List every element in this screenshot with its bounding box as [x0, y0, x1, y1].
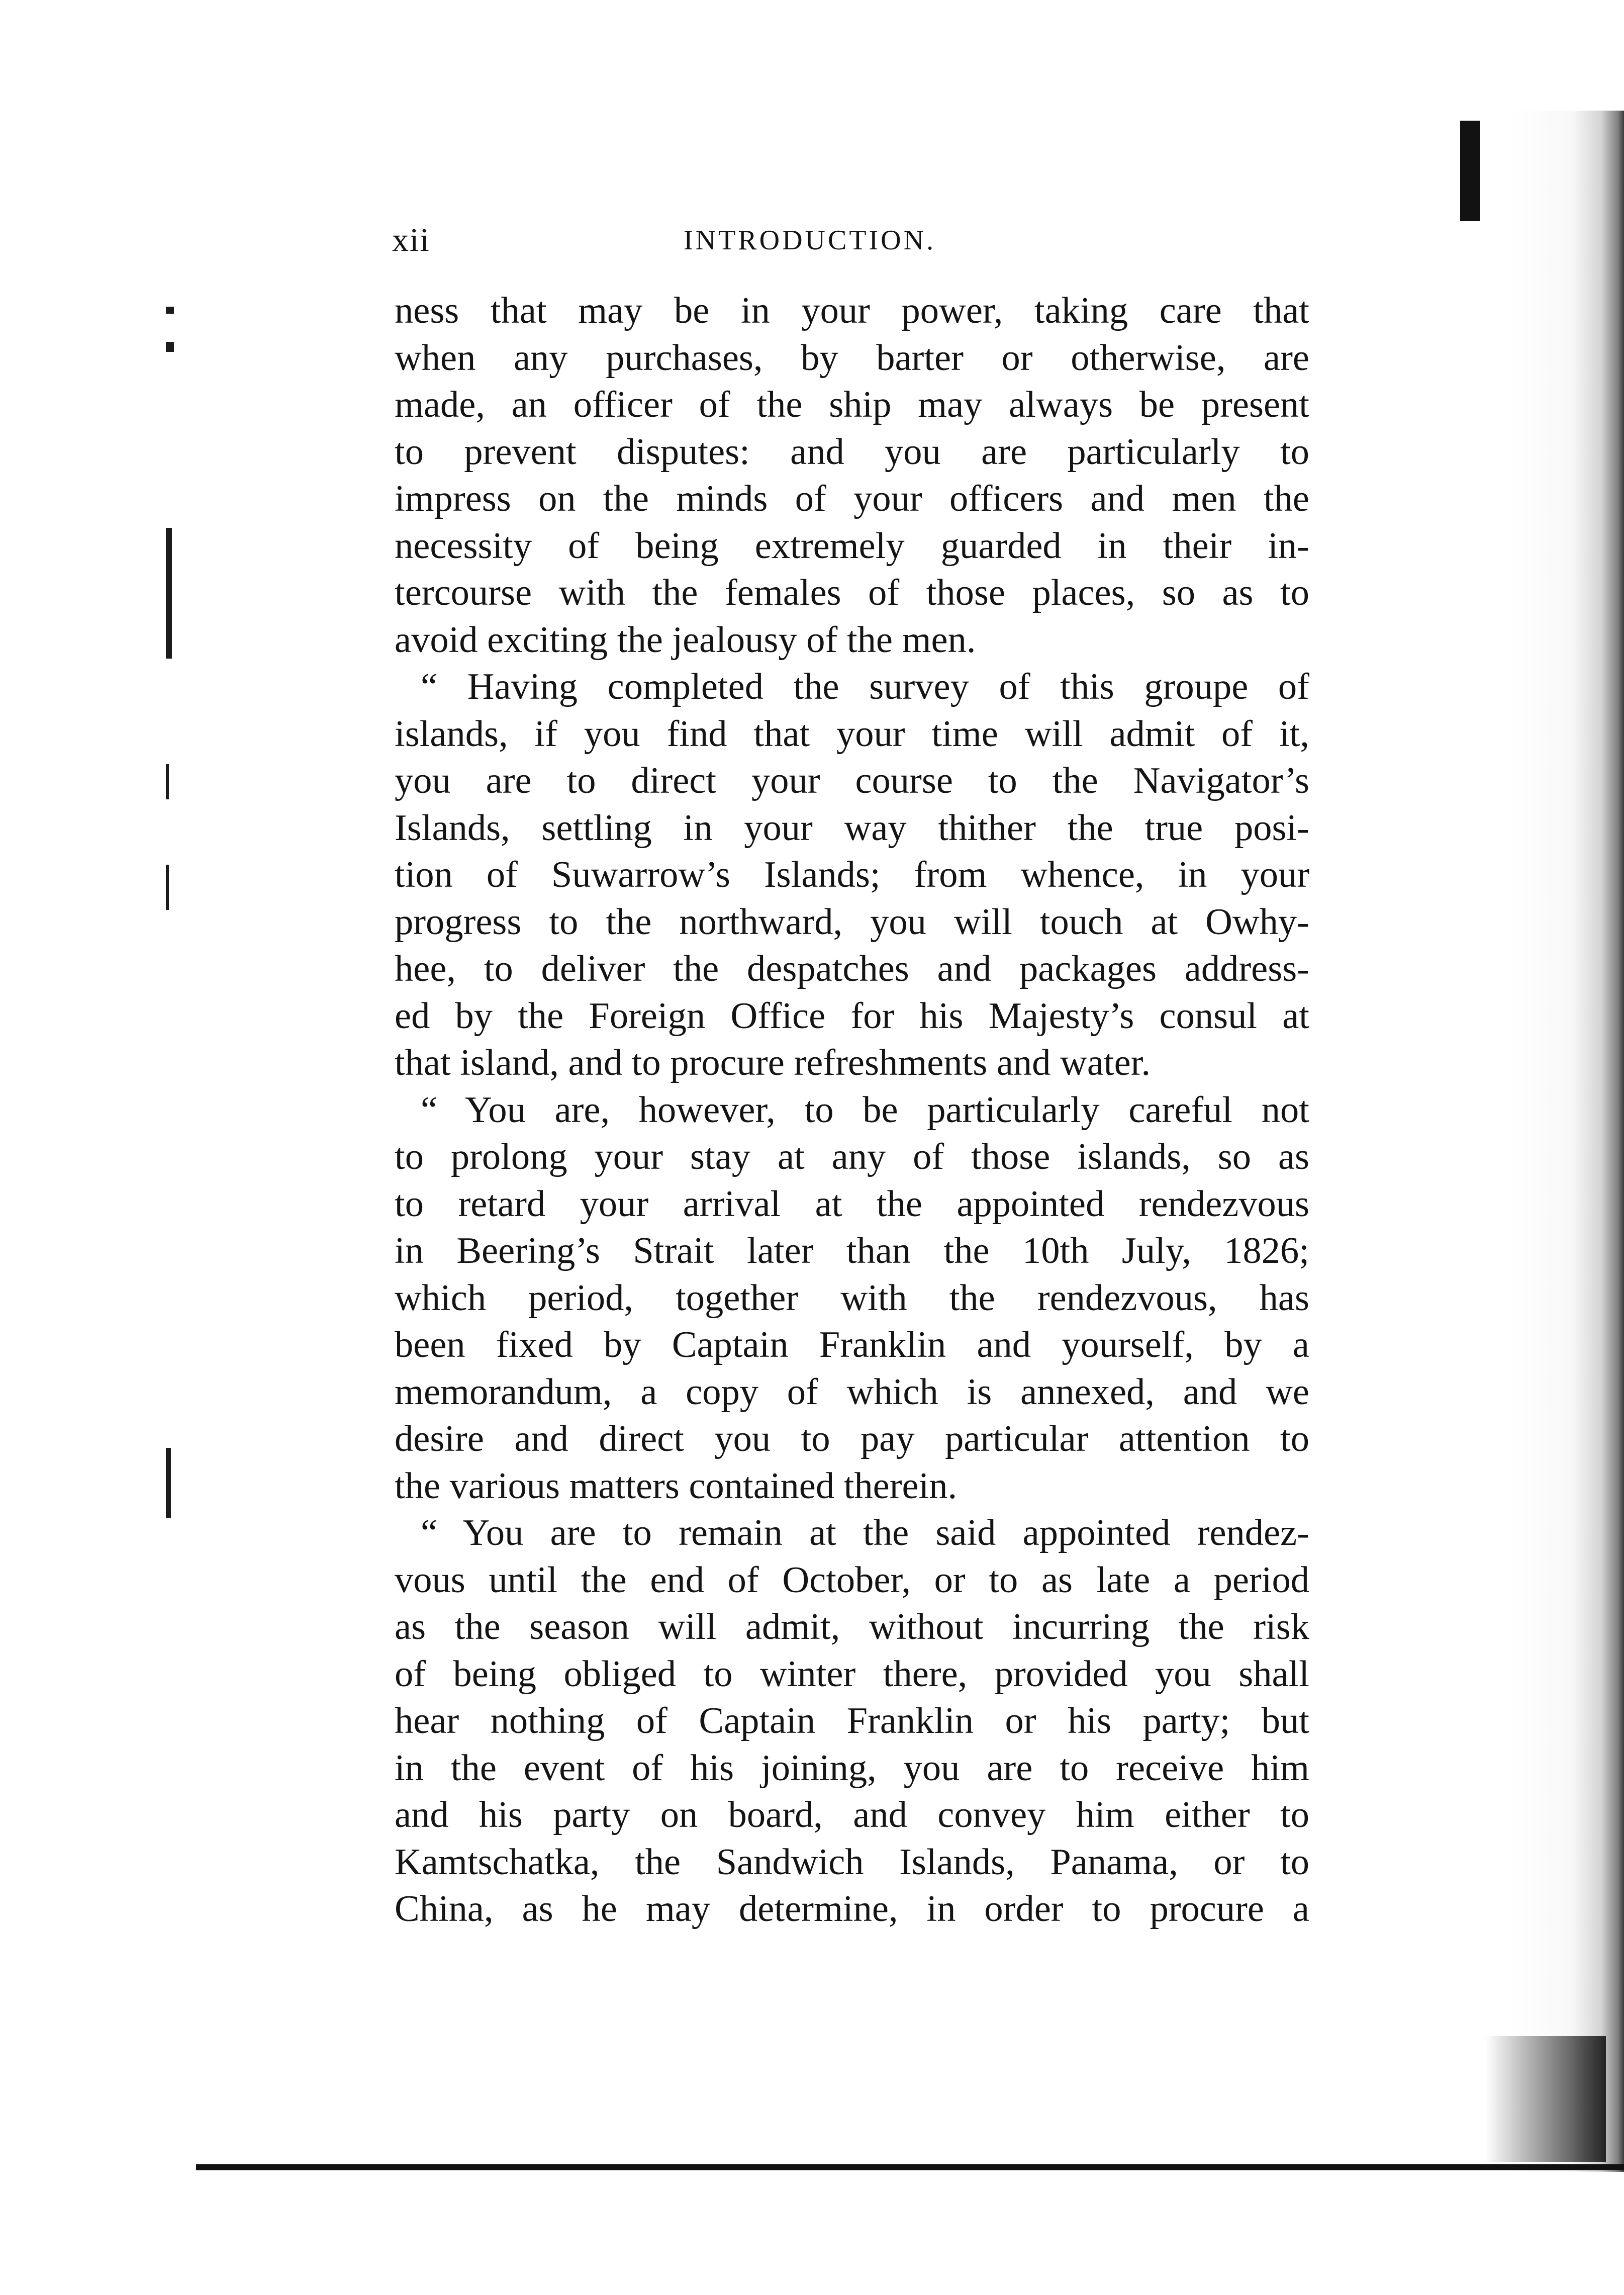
- text-line: that island, and to procure refreshments and water.: [395, 1042, 1151, 1083]
- left-edge-marks: [166, 302, 186, 1558]
- text-line: desire and direct you to pay particular attention to: [395, 1418, 1309, 1459]
- text-line: islands, if you find that your time will admit of it,: [395, 713, 1309, 755]
- text-line: “ Having completed the survey of this groupe of: [421, 666, 1309, 707]
- text-line: and his party on board, and convey him either to: [395, 1794, 1309, 1835]
- text-line: Kamtschatka, the Sandwich Islands, Panama, or to: [395, 1841, 1309, 1883]
- body-text: [395, 288, 1309, 1933]
- text-line: in the event of his joining, you are to receive him: [395, 1747, 1309, 1789]
- text-line: vous until the end of October, or to as late a period: [395, 1559, 1309, 1601]
- text-line: tion of Suwarrow’s Islands; from whence, in your: [395, 854, 1309, 895]
- page-number: xii: [392, 222, 430, 258]
- text-line: been fixed by Captain Franklin and yourself, by a: [395, 1324, 1309, 1365]
- spine-mark: [1460, 121, 1480, 221]
- text-line: memorandum, a copy of which is annexed, and we: [395, 1371, 1309, 1413]
- running-title: INTRODUCTION.: [684, 225, 936, 256]
- text-line: the various matters contained therein.: [395, 1465, 958, 1507]
- text-line: ed by the Foreign Office for his Majesty’s consul at: [395, 995, 1309, 1037]
- text-line: necessity of being extremely guarded in their in-: [395, 525, 1309, 567]
- text-line: ness that may be in your power, taking care that: [395, 290, 1309, 331]
- text-line: “ You are, however, to be particularly careful not: [421, 1089, 1309, 1131]
- text-line: when any purchases, by barter or otherwise, are: [395, 337, 1309, 379]
- text-line: tercourse with the females of those places, so as to: [395, 572, 1309, 613]
- text-line: impress on the minds of your officers and men the: [395, 478, 1309, 519]
- text-line: made, an officer of the ship may always be present: [395, 384, 1309, 425]
- text-line: as the season will admit, without incurring the risk: [395, 1606, 1309, 1647]
- spine-mark-lower: [1485, 2036, 1606, 2162]
- text-line: hee, to deliver the despatches and packages address-: [395, 948, 1309, 989]
- running-head: [392, 221, 1302, 277]
- text-line: in Beering’s Strait later than the 10th July, 1826;: [395, 1230, 1309, 1271]
- text-line: which period, together with the rendezvous, has: [395, 1277, 1309, 1319]
- text-line: China, as he may determine, in order to procure a: [395, 1888, 1309, 1930]
- text-line: “ You are to remain at the said appointed rendez-: [421, 1512, 1309, 1553]
- text-line: to prolong your stay at any of those islands, so as: [395, 1136, 1309, 1177]
- text-line: to prevent disputes: and you are particularly to: [395, 431, 1309, 473]
- text-line: avoid exciting the jealousy of the men.: [395, 619, 976, 661]
- text-line: you are to direct your course to the Navigator’s: [395, 760, 1309, 801]
- binding-shadow: [1508, 111, 1624, 2172]
- text-line: hear nothing of Captain Franklin or his party; but: [395, 1700, 1309, 1741]
- text-line: of being obliged to winter there, provided you shall: [395, 1653, 1309, 1695]
- text-line: to retard your arrival at the appointed rendezvous: [395, 1183, 1309, 1225]
- bottom-edge-rule: [196, 2164, 1624, 2170]
- text-line: Islands, settling in your way thither the true posi-: [395, 807, 1309, 849]
- text-line: progress to the northward, you will touch at Owhy-: [395, 901, 1309, 943]
